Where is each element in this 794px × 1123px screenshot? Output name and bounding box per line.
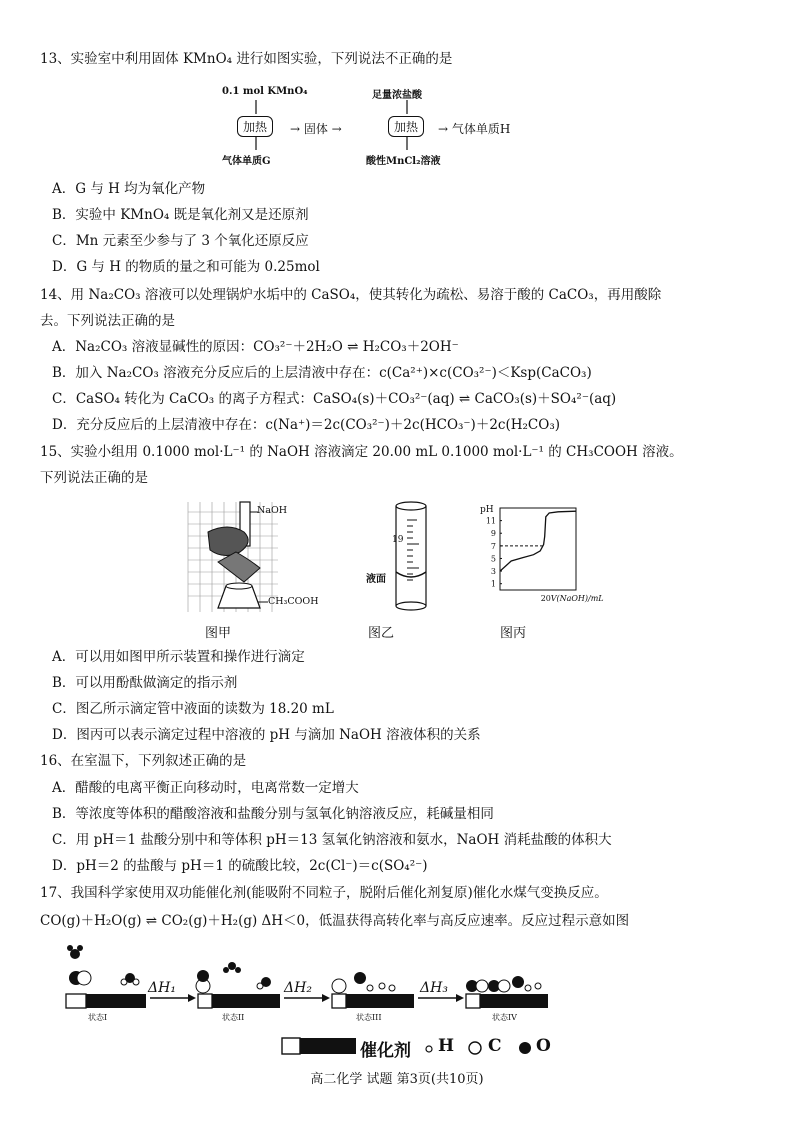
chart-y-tick: 9 (490, 529, 496, 539)
q15-option-c: C．图乙所示滴定管中液面的读数为 18.20 mL (52, 701, 334, 717)
q17-dh3: ΔH₃ (420, 980, 448, 996)
legend-h: H (438, 1036, 455, 1056)
q17-stem-line1: 17、我国科学家使用双功能催化剂(能吸附不同粒子，脱附后催化剂复原)催化水煤气变换反应。 (40, 885, 608, 901)
chart-x-label: V(NaOH)/mL (550, 594, 604, 603)
legend-o: O (536, 1036, 551, 1056)
page-footer: 高二化学 试题 第3页(共10页) (310, 1072, 484, 1087)
q15-fig-b-caption: 图乙 (368, 626, 395, 641)
chart-y-tick: 3 (490, 567, 496, 577)
q14-stem-line2: 去。下列说法正确的是 (40, 313, 175, 329)
q13-mncl2: 酸性MnCl₂溶液 (366, 156, 441, 167)
q15-stem-line1: 15、实验小组用 0.1000 mol·L⁻¹ 的 NaOH 溶液滴定 20.00 mL 0.1000 mol·L⁻¹ 的 CH₃COOH 溶液。 (40, 444, 683, 460)
chart-y-label: pH (480, 505, 494, 515)
q17-stem-line2: CO(g)＋H₂O(g) ⇌ CO₂(g)＋H₂(g) ΔH＜0，低温获得高转化率与高反应速率。反应过程示意如图 (40, 913, 630, 929)
oxygen-legend-icon (518, 1041, 532, 1055)
q13-stem: 13、实验室中利用固体 KMnO₄ 进行如图实验，下列说法不正确的是 (40, 51, 453, 67)
q17-dh1: ΔH₁ (148, 980, 176, 996)
q15-fig-a-naoh: NaOH (257, 505, 288, 516)
q13-option-a: A．G 与 H 均为氧化产物 (52, 181, 206, 197)
q13-kmno4-label: 0.1 mol KMnO₄ (222, 86, 308, 97)
q15-fig-c-caption: 图丙 (500, 626, 527, 641)
q13-option-c: C．Mn 元素至少参与了 3 个氧化还原反应 (52, 233, 309, 249)
q13-arrows (0, 0, 794, 200)
q13-hcl-label: 足量浓盐酸 (372, 90, 422, 101)
q17-process-diagram (60, 942, 620, 1022)
q15-fig-b-mark: 19 (392, 535, 404, 545)
chart-x-tick: 20 (540, 594, 551, 603)
q13-solid-arrow: → 固体 → (290, 122, 342, 136)
q15-option-d: D．图丙可以表示滴定过程中溶液的 pH 与滴加 NaOH 溶液体积的关系 (52, 727, 481, 743)
q15-fig-b-burette (393, 500, 433, 612)
q15-option-b: B．可以用酚酞做滴定的指示剂 (52, 675, 238, 691)
q15-option-a: A．可以用如图甲所示装置和操作进行滴定 (52, 649, 305, 665)
chart-frame (500, 508, 576, 590)
q15-fig-b-level: 液面 (366, 574, 386, 585)
q14-stem-line1: 14、用 Na₂CO₃ 溶液可以处理锅炉水垢中的 CaSO₄，使其转化为疏松、易溶于酸的 CaCO₃，再用酸除 (40, 287, 662, 303)
legend-catalyst: 催化剂 (360, 1041, 411, 1061)
q14-option-b: B．加入 Na₂CO₃ 溶液充分反应后的上层清液中存在：c(Ca²⁺)×c(CO₃²⁻)＜Ksp(CaCO₃) (52, 365, 592, 381)
q16-option-b: B．等浓度等体积的醋酸溶液和盐酸分别与氢氧化钠溶液反应，耗碱量相同 (52, 806, 494, 822)
legend-c: C (488, 1036, 502, 1056)
q13-heat-box-2: 加热 (388, 116, 424, 137)
q13-gas-h: → 气体单质H (438, 122, 511, 136)
q13-option-d: D．G 与 H 的物质的量之和可能为 0.25mol (52, 259, 320, 275)
chart-y-tick: 11 (485, 516, 496, 526)
catalyst-legend-icon (282, 1036, 362, 1056)
q17-state-3: 状态III (356, 1013, 382, 1022)
chart-y-tick: 5 (490, 554, 496, 564)
q17-state-4: 状态IV (492, 1013, 517, 1022)
q17-dh2: ΔH₂ (284, 980, 312, 996)
chart-series-line (500, 511, 576, 571)
q13-option-b: B．实验中 KMnO₄ 既是氧化剂又是还原剂 (52, 207, 309, 223)
q16-stem: 16、在室温下，下列叙述正确的是 (40, 753, 247, 769)
chart-y-tick: 7 (490, 541, 496, 551)
q14-option-c: C．CaSO₄ 转化为 CaCO₃ 的离子方程式：CaSO₄(s)＋CO₃²⁻(aq) ⇌ CaCO₃(s)＋SO₄²⁻(aq) (52, 391, 617, 407)
q15-fig-a-caption: 图甲 (205, 626, 232, 641)
chart-y-tick: 1 (490, 579, 496, 589)
q13-gas-g: 气体单质G (222, 156, 271, 167)
q13-heat-box-1: 加热 (237, 116, 273, 137)
q17-state-2: 状态II (222, 1013, 245, 1022)
q14-option-d: D．充分反应后的上层清液中存在：c(Na⁺)＝2c(CO₃²⁻)＋2c(HCO₃⁻)＋2c(H₂CO₃) (52, 417, 561, 433)
q16-option-d: D．pH＝2 的盐酸与 pH＝1 的硫酸比较，2c(Cl⁻)＝c(SO₄²⁻) (52, 858, 428, 874)
q15-fig-a-ch3cooh: CH₃COOH (268, 596, 319, 607)
q14-option-a: A．Na₂CO₃ 溶液显碱性的原因：CO₃²⁻＋2H₂O ⇌ H₂CO₃＋2OH⁻ (52, 339, 459, 355)
q15-stem-line2: 下列说法正确的是 (40, 470, 148, 486)
hydrogen-legend-icon (424, 1044, 434, 1054)
q17-state-1: 状态I (88, 1013, 108, 1022)
q15-fig-c-chart (478, 500, 604, 612)
q16-option-a: A．醋酸的电离平衡正向移动时，电离常数一定增大 (52, 780, 359, 796)
carbon-legend-icon (468, 1041, 482, 1055)
q16-option-c: C．用 pH＝1 盐酸分别中和等体积 pH＝13 氢氧化钠溶液和氨水，NaOH 消耗盐酸的体积大 (52, 832, 612, 848)
